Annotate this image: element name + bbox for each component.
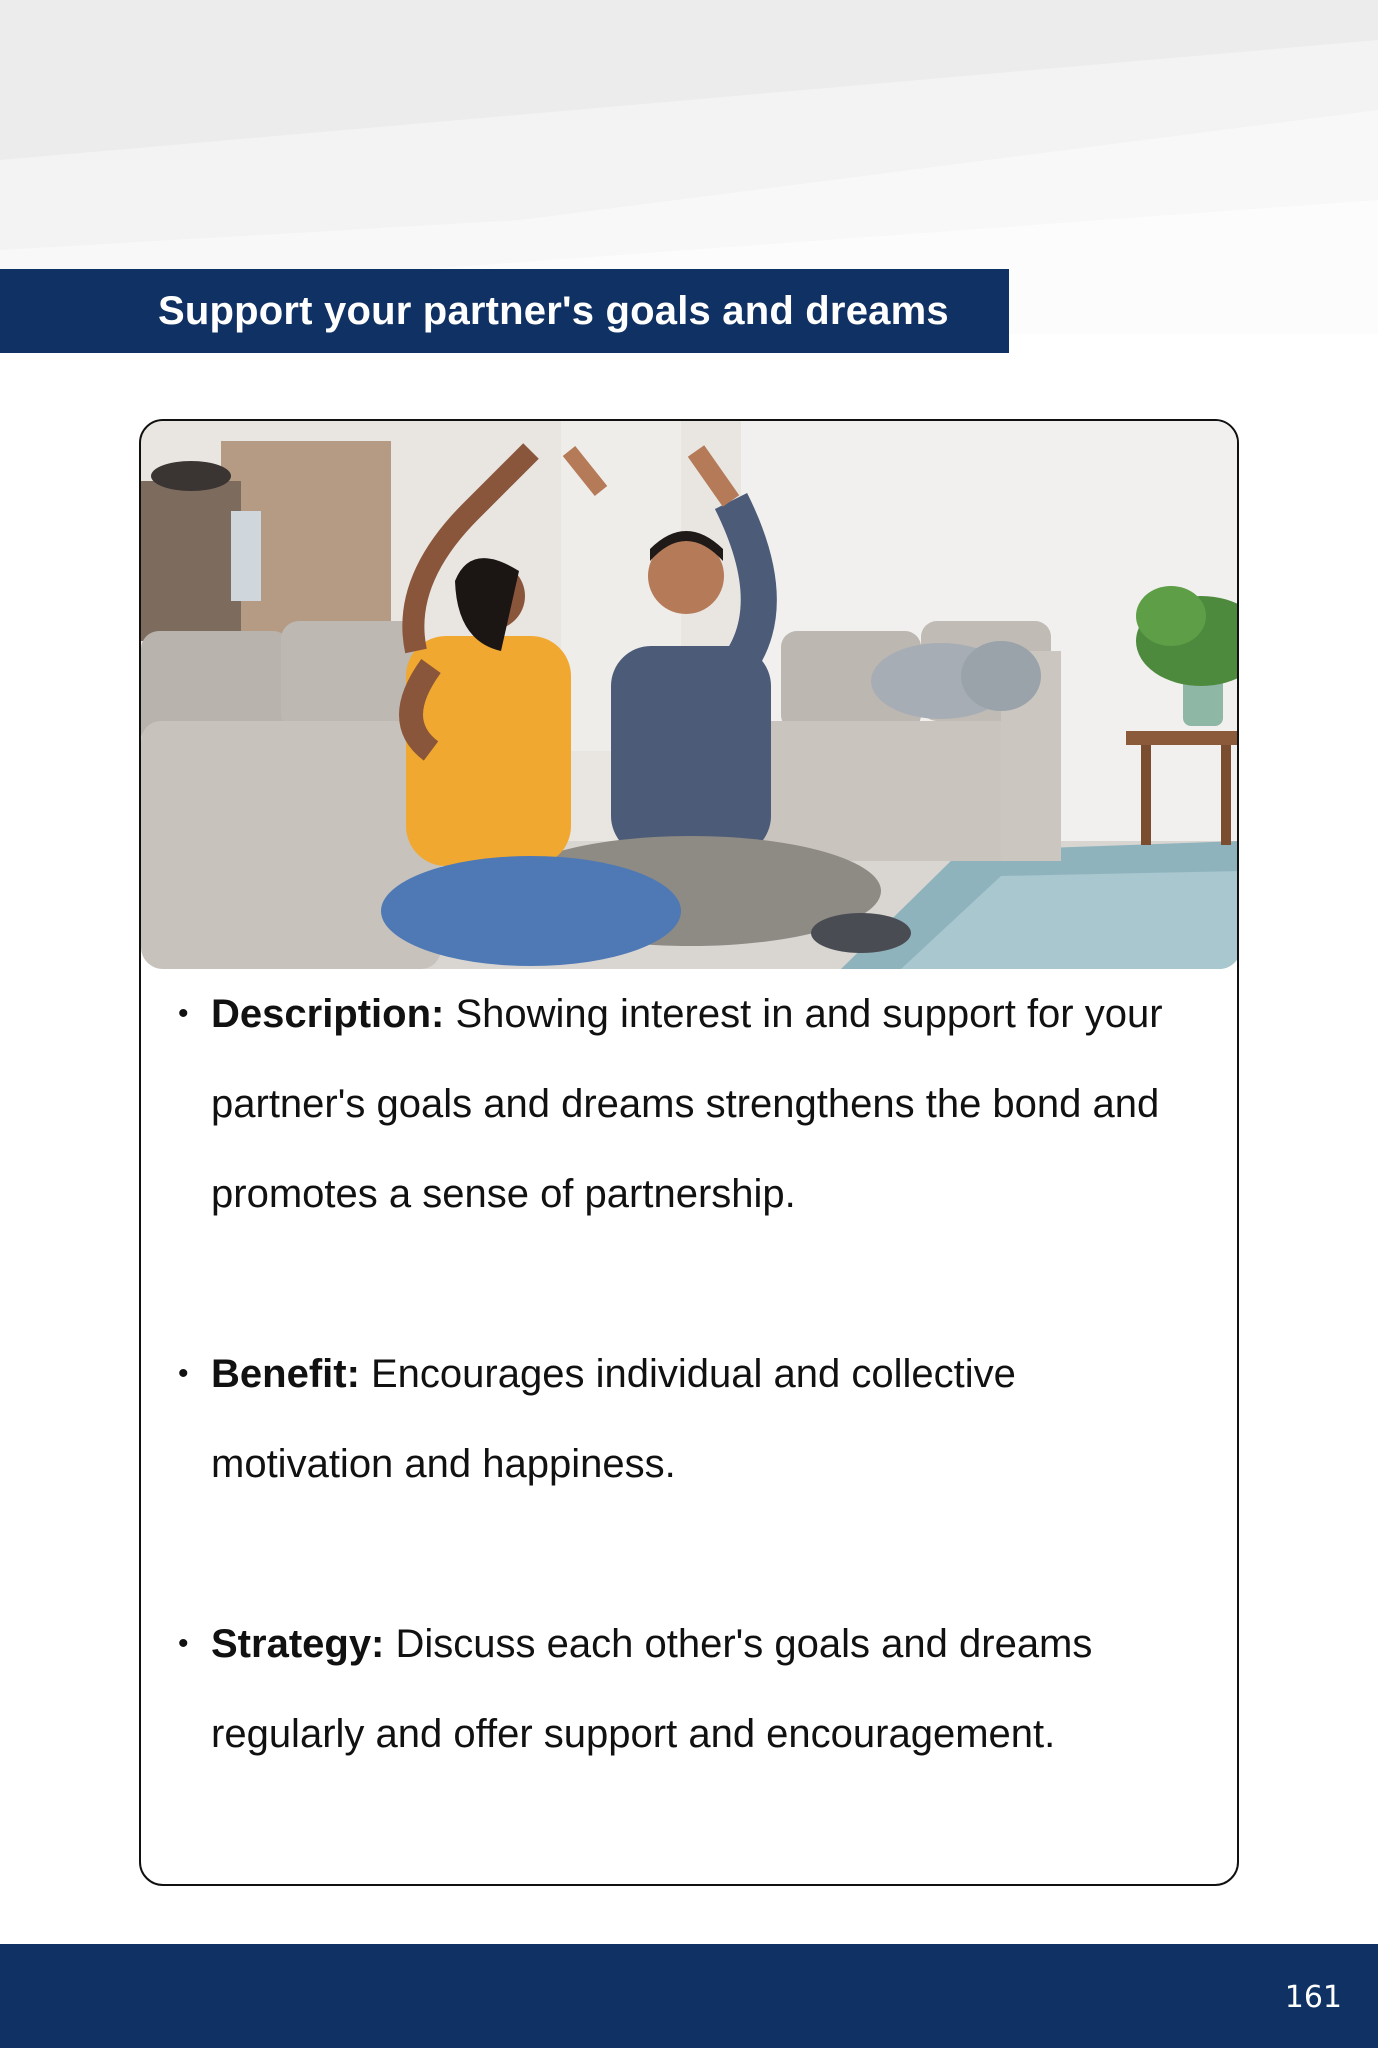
list-item bbox=[178, 969, 1191, 1239]
content-card bbox=[139, 419, 1239, 1886]
couple-house-gesture-photo bbox=[141, 421, 1239, 969]
bullet-icon: • bbox=[178, 1357, 189, 1390]
section-title-banner bbox=[0, 269, 1009, 353]
page-footer bbox=[0, 1944, 1378, 2048]
bullet-icon: • bbox=[178, 1627, 189, 1660]
list-item bbox=[178, 1329, 1191, 1509]
strategy-text: Discuss each other's goals and dreams regularly and offer support and encouragement. bbox=[211, 1622, 1093, 1756]
page-title: Support your partner's goals and dreams bbox=[158, 288, 949, 333]
page-number: 161 bbox=[1284, 1980, 1342, 2015]
tips-list bbox=[141, 969, 1239, 1779]
list-item bbox=[178, 1599, 1191, 1779]
bullet-icon: • bbox=[178, 997, 189, 1030]
benefit-label: Benefit: bbox=[211, 1352, 360, 1396]
description-label: Description: bbox=[211, 992, 445, 1036]
benefit-text: Encourages individual and collective motivation and happiness. bbox=[211, 1352, 1016, 1486]
strategy-label: Strategy: bbox=[211, 1622, 385, 1666]
description-text: Showing interest in and support for your partner's goals and dreams strengthens the bond and promotes a sense of partnership. bbox=[211, 992, 1163, 1216]
